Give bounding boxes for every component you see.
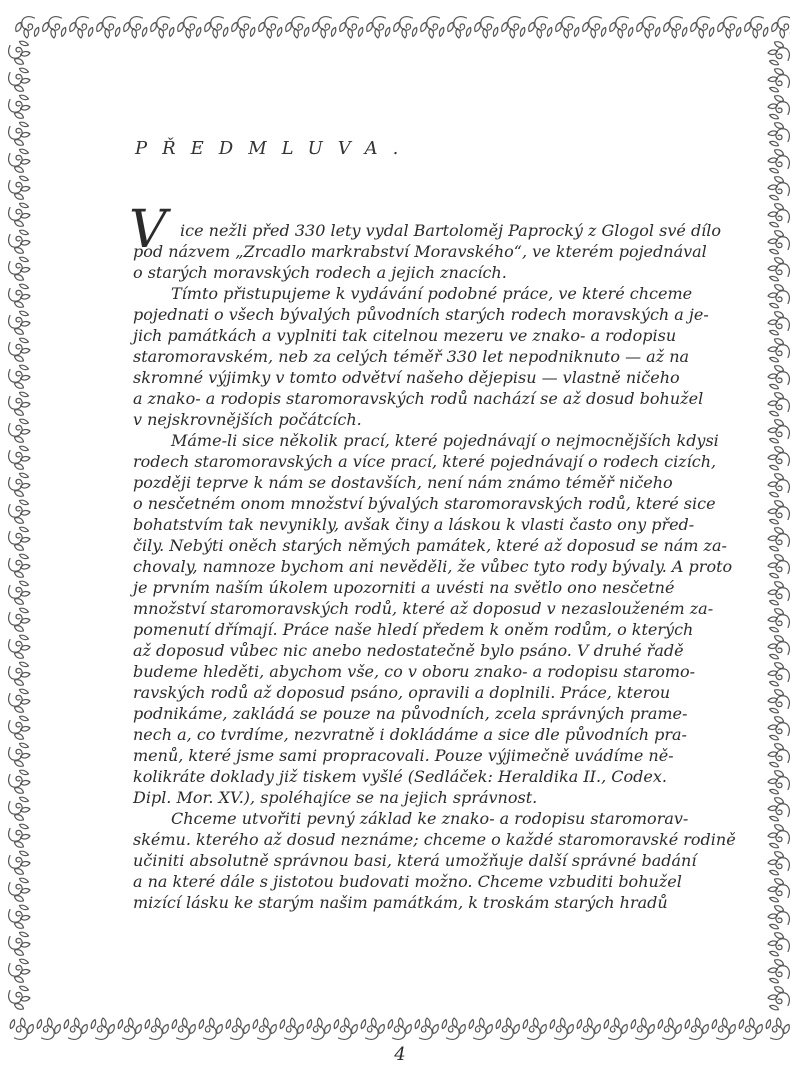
text-line: v nejskrovnějších počátcích.: [133, 410, 362, 429]
text-line: skému. kterého až dosud neznáme; chceme o každé staromoravské rodině: [133, 830, 736, 849]
text-line: Tímto přistupujeme k vydávání podobné práce, ve které chceme: [171, 284, 693, 303]
body-text: [129, 200, 736, 913]
text-line: učiniti absolutně správnou basi, která umožňuje další správné badání: [133, 851, 697, 870]
text-line: pod názvem „Zrcadlo markrabství Moravského“, ve kterém pojednával: [133, 242, 707, 261]
text-line: a na které dále s jistotou budovati možno. Chceme vzbuditi bohužel: [133, 872, 682, 891]
text-line: a znako- a rodopis staromoravských rodů nachází se až dosud bohužel: [133, 389, 704, 408]
page-title: PŘEDMLUVA.: [135, 138, 414, 159]
text-line: pojednati o všech bývalých původních starých rodech moravských a je-: [133, 305, 709, 324]
text-line: pomenutí dřímají. Práce naše hledí předem k oněm rodům, o kterých: [133, 620, 694, 639]
text-line: menů, které jsme sami propracovali. Pouze výjimečně uvádíme ně-: [133, 746, 674, 765]
text-line: později teprve k nám se dostavších, není nám známo téměř ničeho: [133, 473, 673, 492]
text-line: Máme-li sice několik prací, které pojednávají o nejmocnějších kdysi: [171, 431, 719, 450]
text-line: ice nežli před 330 lety vydal Bartoloměj Paprocký z Glogol své dílo: [180, 221, 722, 240]
text-line: mizící lásku ke starým našim památkám, k troskám starých hradů: [133, 893, 668, 912]
text-line: množství staromoravských rodů, které až doposud v nezaslouženém za-: [133, 599, 714, 618]
text-line: staromoravském, neb za celých téměř 330 let nepodniknuto — až na: [133, 347, 690, 366]
text-line: budeme hleděti, abychom vše, co v oboru znako- a rodopisu staromo-: [133, 662, 696, 681]
text-line: ravských rodů až doposud psáno, opravili a doplnili. Práce, kterou: [133, 683, 671, 702]
text-line: skromné výjimky v tomto odvětví našeho dějepisu — vlastně ničeho: [133, 368, 680, 387]
text-line: rodech staromoravských a více prací, které pojednávají o rodech cizích,: [133, 452, 717, 471]
text-line: o starých moravských rodech a jejich znacích.: [133, 263, 507, 282]
text-line: jich památkách a vyplniti tak citelnou mezeru ve znako- a rodopisu: [133, 326, 677, 345]
text-line: kolikráte doklady již tiskem vyšlé (Sedláček: Heraldika II., Codex.: [133, 767, 667, 786]
drop-cap: V: [129, 200, 167, 260]
text-line: podnikáme, zakládá se pouze na původních, zcela správných prame-: [133, 704, 688, 723]
text-line: bohatstvím tak nevynikly, avšak činy a láskou k vlasti často ony před-: [133, 515, 695, 534]
text-line: Dipl. Mor. XV.), spoléhajíce se na jejich správnost.: [133, 788, 538, 807]
ornamental-border-right: [766, 40, 792, 1014]
ornamental-border-left: [6, 40, 32, 1014]
text-line: Chceme utvořiti pevný základ ke znako- a rodopisu staromorav-: [171, 809, 689, 828]
page-number: 4: [394, 1044, 406, 1065]
text-line: nech a, co tvrdíme, nezvratně i dokládáme a sice dle původních pra-: [133, 725, 687, 744]
text-line: chovaly, namnoze bychom ani nevěděli, že vůbec tyto rody bývaly. A proto: [133, 557, 733, 576]
text-line: čily. Nebýti oněch starých němých památek, které až doposud se nám za-: [133, 536, 727, 555]
ornamental-border-bottom: [8, 1016, 790, 1042]
text-line: o nesčetném onom množství bývalých staromoravských rodů, které sice: [133, 494, 716, 513]
text-line: až doposud vůbec nic anebo nedostatečně bylo psáno. V druhé řadě: [133, 641, 684, 660]
ornamental-border-top: [14, 14, 790, 40]
text-line: je prvním naším úkolem upozorniti a uvésti na světlo ono nesčetné: [133, 578, 675, 597]
